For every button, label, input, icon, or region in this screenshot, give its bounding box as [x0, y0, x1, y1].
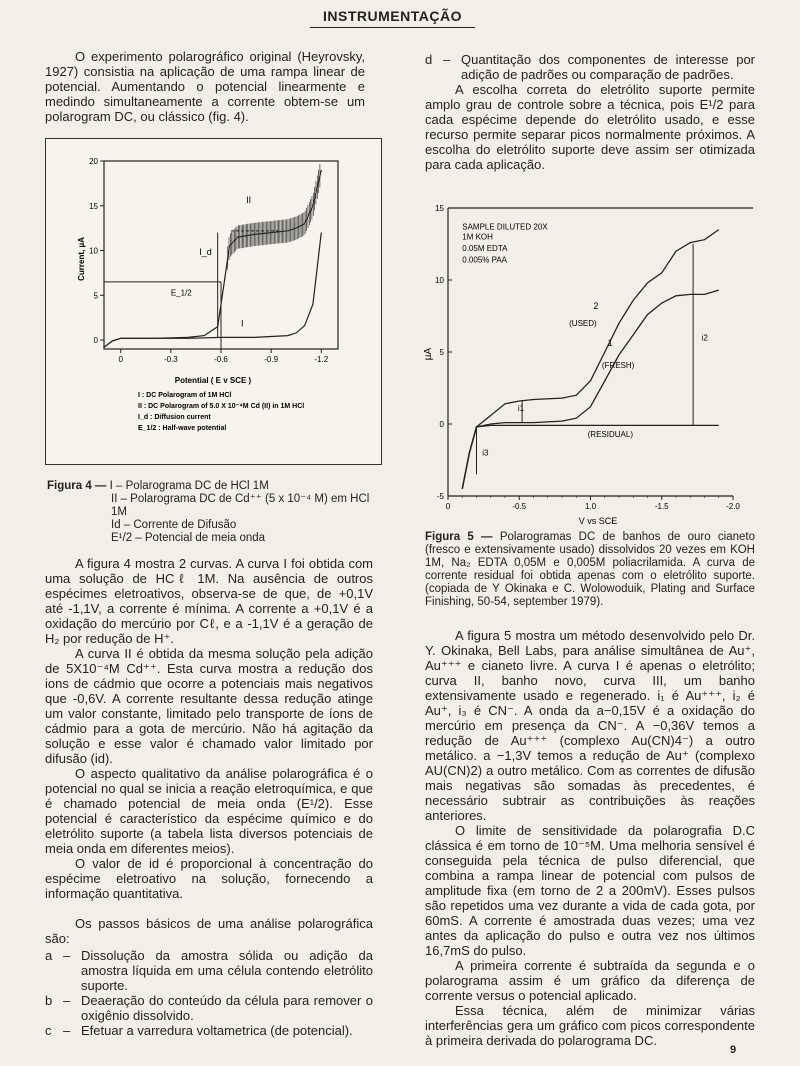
fig4-ytick-label: 20 — [89, 157, 98, 166]
figure-5 — [423, 198, 768, 528]
fig5-label-i2: i2 — [701, 333, 708, 343]
section-header: INSTRUMENTAÇÃO — [323, 8, 462, 24]
step-dash: – — [63, 1023, 71, 1038]
fig4-xtick-label: -0.6 — [214, 355, 228, 364]
fig4-caption-line: II – Polarograma DC de Cd⁺⁺ (5 x 10⁻⁴ M) em HCl 1M — [111, 493, 370, 518]
fig5-xtick-label: -2.0 — [726, 502, 740, 511]
fig4-xtick-label: 0 — [118, 355, 123, 364]
fig5-note-edta: 0.05M EDTA — [462, 244, 508, 254]
step-text: Deaeração do conteúdo da célula para remover o oxigênio dissolvido. — [81, 993, 373, 1023]
fig4-xlabel: Potential ( E v SCE ) — [174, 376, 252, 385]
fig4-legend-4: E_1/2 : Half-wave potential — [138, 425, 227, 432]
fig5-label-1: 1 — [607, 338, 613, 349]
fig5-note-paa: 0.005% PAA — [462, 255, 508, 265]
header-rule — [310, 27, 475, 28]
fig4-xtick-label: -1.2 — [314, 355, 329, 364]
step-item — [45, 948, 373, 993]
fig5-label-used: (USED) — [569, 319, 597, 329]
fig4-drop-oscillation — [228, 164, 320, 270]
step-key: c — [45, 1023, 52, 1038]
step-key: d — [425, 52, 433, 67]
fig5-xlabel: V vs SCE — [578, 516, 618, 526]
fig5-label-fresh: (FRESH) — [601, 360, 635, 370]
paragraph-value: O valor de id é proporcional à concentração do espécime eletroativo na solução, fornecendo a informação quantitativa. — [45, 856, 373, 901]
fig4-series — [104, 164, 321, 347]
fig4-label-E12: E_1/2 — [170, 288, 192, 298]
fig5-xtick-label: -0.5 — [512, 502, 527, 511]
fig5-ytick-label: 10 — [435, 276, 444, 285]
step-dash: – — [443, 52, 451, 67]
fig4-label-I: I — [241, 318, 244, 329]
figure-4-caption — [47, 480, 377, 545]
fig4-caption-line: E¹/2 – Potencial de meia onda — [111, 532, 266, 544]
fig5-series-line — [462, 230, 719, 489]
fig5-label-residual: (RESIDUAL) — [587, 429, 633, 439]
fig5-caption-label: Figura 5 — — [425, 531, 493, 543]
fig4-ytick-label: 0 — [93, 336, 98, 346]
fig5-label-2: 2 — [593, 300, 599, 311]
fig4-caption-line: Id – Corrente de Difusão — [111, 519, 237, 531]
step-text: Quantitação dos componentes de interesse por adição de padrões ou comparação de padrões. — [461, 52, 755, 82]
paragraph-fig5: A figura 5 mostra um método desenvolvido pelo Dr. Y. Okinaka, Bell Labs, para análise simultânea de Au⁺, Au⁺⁺⁺ e cianeto livre. A curva I é apenas o eletrólito; curva II, banho novo, curva III, um banho extensivamente usado e regenerado. i₁ é Au⁺⁺⁺, i₂ é Au⁺, i₃ é CN⁻. A onda da a−0,15V é a oxidação do mercúrio em presença da CN⁻. A −0,36V temos a redução de Au⁺⁺⁺ (complexo Au(CN)4⁻) a outro metálico. a −1,3V temos a redução de Au⁺ (complexo AU(CN)2) a outro metálico. Com as correntes de difusão mais negativas são somadas às precedentes, é necessário subtrair as contribuições às reações anteriores. — [425, 628, 755, 823]
fig5-xtick-label: 1.0 — [584, 502, 597, 511]
fig4-ytick-label: 5 — [93, 291, 98, 301]
fig4-ytick-label: 10 — [89, 246, 98, 256]
fig4-annotations — [104, 195, 280, 349]
fig5-xtick-label: 0 — [445, 502, 451, 511]
fig5-ytick-label: 5 — [439, 348, 444, 357]
fig5-annotations — [462, 223, 708, 475]
step-text: Dissolução da amostra sólida ou adição da amostra líquida em uma célula contendo eletrólito suporte. — [81, 948, 373, 993]
fig5-label-i1: i1 — [517, 404, 525, 414]
fig5-ylabel: µA — [423, 347, 434, 361]
figure-4-chart — [46, 139, 381, 464]
fig4-label-Id: I_d — [199, 247, 212, 257]
fig4-legend-1: I : DC Polarogram of 1M HCl — [138, 392, 232, 399]
fig5-ytick-label: 15 — [435, 204, 444, 213]
fig4-ylabel: Current, µA — [77, 237, 86, 281]
fig4-caption-line: I – Polarograma DC de HCl 1M — [109, 480, 269, 492]
step-key: a — [45, 948, 53, 963]
fig4-legend-2: II : DC Polarogram of 5.0 X 10⁻⁴M Cd (II) in 1M HCl — [138, 403, 305, 410]
right-body-block — [425, 628, 755, 1048]
paragraph-intro: O experimento polarográfico original (Heyrovsky, 1927) consistia na aplicação de uma rampa linear de potencial. Aumentando o potencial linearmente e medindo simultaneamente a corrente obtem-se um polarogram DC, ou clássico (fig. 4). — [45, 49, 365, 124]
left-intro-block — [45, 49, 365, 124]
steps-block — [45, 916, 373, 1038]
fig5-series — [462, 230, 719, 489]
paragraph-limit: O limite de sensitividade da polarografia D.C clássica é em torno de 10⁻⁵M. Uma melhoria sensível é conseguida pela técnica de pulso diferencial, que combina a rampa linear de potencial com pulsos de amplitude fixa (em torno de 2 a 200mV). Esses pulsos são repetidos uma vez durante a vida de cada gota, por 60mS. A corrente é amostrada duas vezes; uma vez antes da aplicação do pulso e outra vez nos últimos 16,7mS do pulso. — [425, 823, 755, 958]
fig5-note-koh: 1M KOH — [462, 232, 493, 242]
figure-5-caption — [425, 531, 755, 609]
paragraph-fig4: A figura 4 mostra 2 curvas. A curva I foi obtida com uma solução de HCℓ 1M. Na ausência de outros espécimes eletroativos, observa-se de que, de +0,1V até -1,1V, a corrente é mínima. A corrente a +0,1V é a oxidação do mercúrio por Cℓ, e a -1,1V é a geração de H₂ por redução de H⁺. — [45, 556, 373, 646]
left-body-block — [45, 556, 373, 901]
fig5-caption-text: Polarogramas DC de banhos de ouro cianeto (fresco e extensivamente usado) dissolvidos 20 vezes em KOH 1M, Na₂ EDTA 0,05M e 0,005M poliacrilamida. A curva de corrente residual foi obtida apenas com o eletrólito suporte. (copiada de Y Okinaka e C. Wolowoduik, Plating and Surface Finishing, 50-54, september 1979). — [425, 531, 755, 608]
paragraph-first: A primeira corrente é subtraída da segunda e o polarograma assim é um gráfico da diferença de corrente versus o potencial aplicado. — [425, 958, 755, 1003]
fig5-ytick-label: -5 — [436, 492, 444, 501]
fig5-xtick-label: -1.5 — [654, 502, 669, 511]
step-dash: – — [63, 948, 71, 963]
figure-5-chart — [423, 198, 768, 528]
fig5-ytick-label: 0 — [439, 420, 444, 429]
paragraph-curve2: A curva II é obtida da mesma solução pela adição de 5X10⁻⁴M Cd⁺⁺. Esta curva mostra a redução dos ions de cádmio que ocorre a potenciais mais negativos que -0,6V. A corrente resultante dessa redução atinge um valor constante, limitado pelo transporte de íons de cádmio para a gota de mercúrio. Não há agitação da solução e esse valor é chamado valor limitado por difusão (id). — [45, 646, 373, 766]
fig4-series-II — [104, 170, 321, 347]
step-dash: – — [63, 993, 71, 1008]
paragraph-aspect: O aspecto qualitativo da análise polarográfica é o potencial no qual se inicia a reação eletroquímica, e que é chamado potencial de meia onda (E¹/2). Esse potencial é característico da espécime químico e do eletrólito suporte (a tabela lista diversos potenciais de meia onda em diferentes meios). — [45, 766, 373, 856]
steps-intro: Os passos básicos de uma análise polarográfica são: — [45, 916, 373, 946]
paragraph-electrolyte: A escolha correta do eletrólito suporte permite amplo grau de controle sobre a técnica, pois E¹/2 para cada espécime depende do eletrólito usado, e esse recurso permite separar picos normalmente próximos. A escolha do eletrólito suporte deve assim ser otimizada para cada aplicação. — [425, 82, 755, 172]
fig5-label-i3: i3 — [482, 448, 489, 458]
fig4-label-II: II — [246, 195, 252, 206]
step-text: Efetuar a varredura voltametrica (de potencial). — [81, 1023, 353, 1038]
step-item — [45, 993, 373, 1023]
paragraph-tech: Essa técnica, além de minimizar várias interferências gera um gráfico com picos correspondente à primeira derivada do polarograma DC. — [425, 1003, 755, 1048]
step-key: b — [45, 993, 53, 1008]
fig4-caption-label: Figura 4 — — [47, 480, 107, 492]
step-item — [45, 1023, 373, 1038]
fig4-xtick-label: -0.9 — [264, 355, 279, 364]
step-item — [425, 52, 755, 82]
fig4-ytick-label: 15 — [89, 201, 98, 211]
right-intro-block — [425, 52, 755, 172]
figure-4 — [45, 138, 382, 465]
page-number: 9 — [730, 1044, 737, 1056]
fig4-legend-3: I_d : Diffusion current — [138, 414, 211, 421]
fig4-xtick-label: -0.3 — [163, 355, 178, 364]
fig5-note-sample: SAMPLE DILUTED 20X — [462, 222, 548, 232]
